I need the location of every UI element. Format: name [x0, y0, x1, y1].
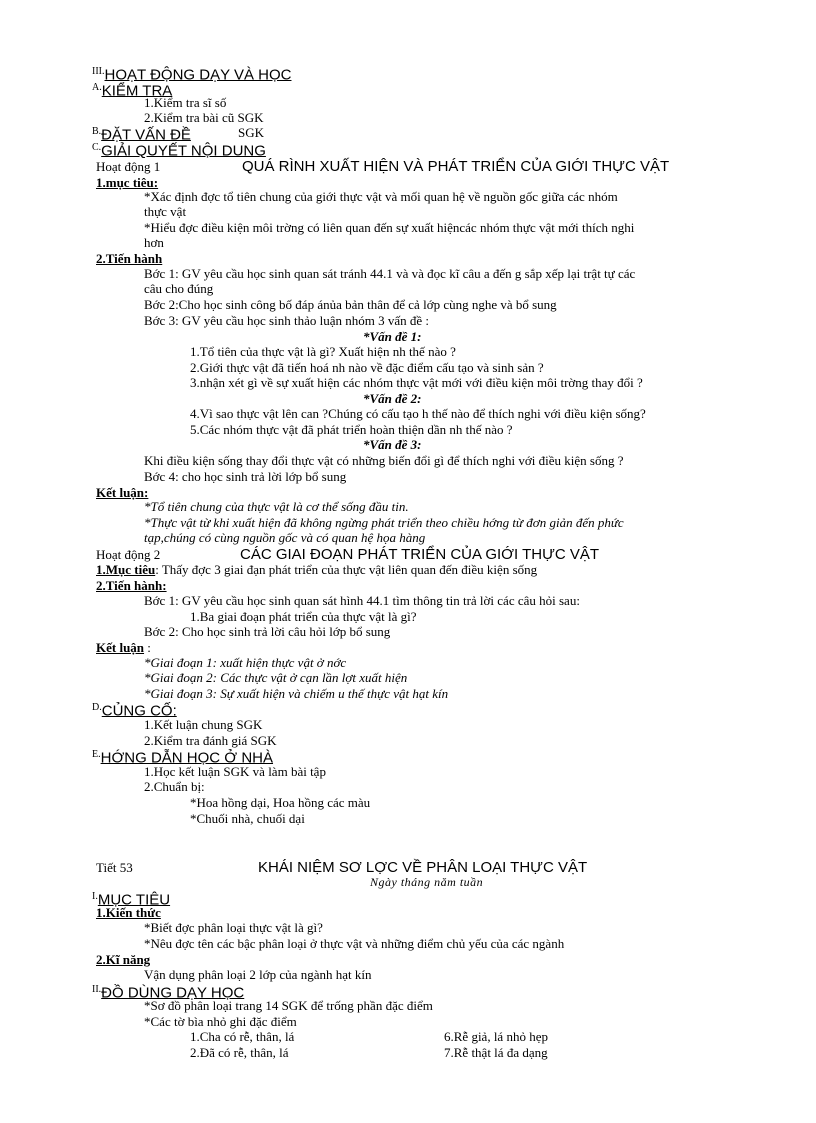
- section-b-label: B.: [92, 126, 102, 137]
- activity-2-conclusion-1: *Giai đoạn 1: xuất hiện thực vật ở nớc: [144, 655, 347, 670]
- activity-1-conclusion-1: *Tổ tiên chung của thực vật là cơ thể sống đầu tin.: [144, 499, 409, 514]
- activity-1-conclusion-3: tạp,chúng có cùng nguồn gốc và có quan hệ họa hàng: [144, 530, 426, 545]
- activity-2-label: Hoạt động 2: [96, 547, 161, 562]
- section-e-title: HỚNG DẪN HỌC Ở NHÀ: [100, 749, 274, 767]
- lesson-section-2-label: II.: [92, 984, 102, 995]
- prepare-item-1: *Hoa hồng dại, Hoa hồng các màu: [190, 795, 371, 810]
- activity-1-steps-label: 2.Tiến hành: [96, 251, 163, 266]
- activity-2-step-1: Bớc 1: GV yêu cầu học sinh quan sát hình 44.1 tìm thông tin trả lời các câu hỏi sau:: [144, 593, 580, 608]
- section-e-label: E.: [92, 749, 101, 760]
- consolidation-item-1: 1.Kết luận chung SGK: [144, 717, 263, 732]
- issue-3-text: Khi điều kiện sống thay đổi thực vật có những biến đổi gì để thích nghi với điều kiện sống ?: [144, 453, 624, 468]
- issue-1-heading: *Vấn đề 1:: [363, 329, 422, 344]
- issue-2-item-2: 5.Các nhóm thực vật đã phát triển hoàn thiện dần nh thế nào ?: [190, 422, 513, 437]
- activity-1-goal-line-1: *Xác định đợc tổ tiên chung của giới thực vật và mối quan hệ về nguồn gốc giữa các nhóm: [144, 189, 618, 204]
- card-right-2: 7.Rễ thật lá đa dạng: [444, 1045, 548, 1060]
- activity-2-steps-label: 2.Tiến hành:: [96, 578, 167, 593]
- skill-label: 2.Kĩ năng: [96, 952, 151, 967]
- activity-1-step-1: Bớc 1: GV yêu cầu học sinh quan sát tránh 44.1 và và đọc kĩ câu a đến g sắp xếp lại trật tự các: [144, 266, 636, 281]
- activity-2-goal-label: 1.Mục tiêu: [96, 562, 156, 577]
- section-a-title: KIỂM TRA: [101, 82, 173, 100]
- card-left-1: 1.Cha có rễ, thân, lá: [190, 1029, 295, 1044]
- section-d-label: D.: [92, 702, 102, 713]
- section-3-number: III.: [92, 66, 105, 77]
- check-item-2: 2.Kiểm tra bài cũ SGK: [144, 110, 264, 125]
- homework-item-1: 1.Học kết luận SGK và làm bài tập: [144, 764, 326, 779]
- activity-1-step-4: Bớc 4: cho học sinh trả lời lớp bổ sung: [144, 469, 347, 484]
- homework-item-2: 2.Chuẩn bị:: [144, 779, 205, 794]
- lesson-title: KHÁI NIỆM SƠ LỢC VỀ PHÂN LOẠI THỰC VẬT: [258, 859, 588, 876]
- knowledge-label: 1.Kiến thức: [96, 905, 161, 920]
- section-3-title: HOẠT ĐỘNG DẠY VÀ HỌC: [104, 66, 292, 84]
- activity-2-goal-text: : Thấy đợc 3 giai đạn phát triển của thực vật liên quan đến điều kiện sống: [155, 562, 538, 577]
- section-b-title: ĐẶT VẤN ĐỀ: [101, 126, 191, 144]
- activity-1-goal-line-2: thực vật: [144, 204, 187, 219]
- lesson-date-line: Ngày tháng năm tuần: [370, 875, 484, 889]
- lesson-label: Tiết 53: [96, 860, 133, 875]
- section-c-title: GIẢI QUYẾT NỘI DUNG: [101, 142, 266, 160]
- card-right-1: 6.Rễ giả, lá nhỏ hẹp: [444, 1029, 548, 1044]
- materials-item-2: *Các tờ bìa nhỏ ghi đặc điểm: [144, 1014, 297, 1029]
- issue-3-heading: *Vấn đề 3:: [363, 437, 422, 452]
- activity-2-conclusion-label: Kết luận: [96, 640, 145, 655]
- activity-2-goal: [96, 563, 537, 577]
- activity-1-goal-line-4: hơn: [144, 235, 164, 250]
- issue-2-heading: *Vấn đề 2:: [363, 391, 422, 406]
- activity-1-label: Hoạt động 1: [96, 159, 161, 174]
- section-c-heading: [92, 142, 266, 160]
- consolidation-item-2: 2.Kiểm tra đánh giá SGK: [144, 733, 277, 748]
- prepare-item-2: *Chuối nhà, chuối dại: [190, 811, 305, 826]
- lesson-section-2-title: ĐỒ DÙNG DẠY HỌC: [101, 984, 245, 1002]
- knowledge-item-2: *Nêu đợc tên các bậc phân loại ở thực vật và những điểm chủ yếu của các ngành: [144, 936, 565, 951]
- activity-2-conclusion-colon: :: [144, 640, 151, 655]
- activity-2-step-2: Bớc 2: Cho học sinh trả lời câu hỏi lớp bổ sung: [144, 624, 391, 639]
- activity-1-conclusion-2: *Thực vật từ khi xuất hiện đã không ngừng phát triển theo chiều hớng từ đơn giản đến phức: [144, 515, 624, 530]
- issue-1-item-1: 1.Tổ tiên của thực vật là gì? Xuất hiện nh thế nào ?: [190, 344, 456, 359]
- lesson-section-1-label: I.: [92, 891, 98, 902]
- knowledge-item-1: *Biết đợc phân loại thực vật là gì?: [144, 920, 323, 935]
- activity-1-step-2: Bớc 2:Cho học sinh công bố đáp ánủa bản thân để cả lớp cùng nghe và bổ sung: [144, 297, 557, 312]
- activity-1-conclusion-label: Kết luận:: [96, 485, 149, 500]
- section-a-label: A.: [92, 82, 102, 93]
- section-c-label: C.: [92, 142, 102, 153]
- activity-2-conclusion-3: *Giai đoạn 3: Sự xuất hiện và chiếm u thế thực vật hạt kín: [144, 686, 449, 701]
- section-b-ref: SGK: [238, 125, 265, 140]
- activity-2-question-1: 1.Ba giai đoạn phát triển của thực vật là gì?: [190, 609, 417, 624]
- activity-1-step-1-cont: câu cho đúng: [144, 281, 214, 296]
- materials-item-1: *Sơ đồ phân loại trang 14 SGK để trống phần đặc điểm: [144, 998, 433, 1013]
- card-left-2: 2.Đã có rễ, thân, lá: [190, 1045, 289, 1060]
- activity-2-conclusion-heading: [96, 641, 151, 655]
- issue-2-item-1: 4.Vì sao thực vật lên can ?Chúng có cấu tạo h thế nào để thích nghi với điều kiện sống?: [190, 406, 646, 421]
- check-item-1: 1.Kiểm tra sĩ số: [144, 95, 227, 110]
- activity-2-conclusion-2: *Giai đoạn 2: Các thực vật ở cạn lần lợt xuất hiện: [144, 670, 408, 685]
- activity-1-goal-label: 1.mục tiêu:: [96, 175, 159, 190]
- section-d-title: CỦNG CỐ:: [101, 702, 177, 720]
- activity-1-goal-line-3: *Hiểu đợc điều kiện môi trờng có liên quan đến sự xuất hiệncác nhóm thực vật mới thích nghi: [144, 220, 635, 235]
- issue-1-item-2: 2.Giới thực vật đã tiến hoá nh nào về đặc điểm cấu tạo và sinh sản ?: [190, 360, 544, 375]
- issue-1-item-3: 3.nhận xét gì về sự xuất hiện các nhóm thực vật mới với điều kiện môi trờng thay đổi ?: [190, 375, 643, 390]
- activity-1-step-3: Bớc 3: GV yêu cầu học sinh thảo luận nhóm 3 vấn đề :: [144, 313, 429, 328]
- activity-1-title: QUÁ RÌNH XUẤT HIỆN VÀ PHÁT TRIỂN CỦA GIỚI THỰC VẬT: [242, 158, 670, 175]
- lesson-section-1-title: MỤC TIÊU: [97, 891, 171, 909]
- activity-2-title: CÁC GIAI ĐOẠN PHÁT TRIỂN CỦA GIỚI THỰC VẬT: [240, 546, 600, 563]
- skill-item: Vận dụng phân loại 2 lớp của ngành hạt kín: [144, 967, 372, 982]
